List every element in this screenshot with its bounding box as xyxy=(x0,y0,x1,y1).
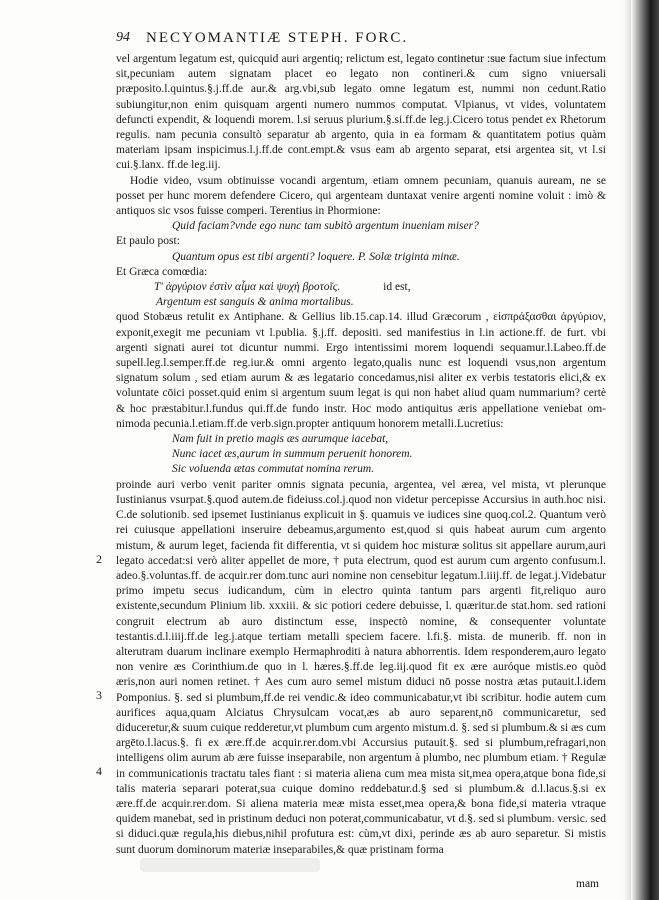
page-edge-binding xyxy=(631,0,659,900)
page-gutter-shadow xyxy=(623,0,631,900)
label-graeca-comoedia: Et Græca comœdia: xyxy=(116,265,208,278)
id-est: id est, xyxy=(383,281,411,294)
quote-terence-2: Quantum opus est tibi argenti? loquere. P. Solæ triginta minæ. xyxy=(172,250,460,263)
ink-smudge xyxy=(200,210,320,222)
quote-latin-translation: Argentum est sanguis & anima mortalibus. xyxy=(156,296,354,309)
paragraph-2: Hodie video, vsum obtinuisse vocandi argentum, etiam omnem pecuniam, quanuis auream, ne se posset per hunc morem defendere Cicero, qui argenteam duntaxat venire argenti nomine voluit : imò & antiquos sic vsos fuisse comperi. Terentius in Phormione: xyxy=(116,174,606,218)
greek-line xyxy=(154,280,606,295)
body-text xyxy=(116,52,606,858)
margin-note-3: 3 xyxy=(96,688,102,702)
verse-lucretius-1: Nam fuit in pretio magis æs aurumque iacebat, xyxy=(172,433,389,446)
running-title: NECYOMANTIÆ STEPH. FORC. xyxy=(146,30,409,46)
margin-note-4: 4 xyxy=(96,764,102,778)
ink-smudge xyxy=(140,858,320,872)
label-et-paulo-post: Et paulo post: xyxy=(116,235,180,248)
greek-quote: Τ' ἀργύριον ἐστὶν αἷμα καὶ ψυχὴ βροτοῖς. xyxy=(154,281,341,294)
page-header xyxy=(116,30,596,50)
verse-lucretius-3: Sic voluenda ætas commutat nomina rerum. xyxy=(172,463,375,476)
paragraph-1: vel argentum legatum est, quicquid auri argentiq; relictum est, legato continetur :sue factum siue infectum sit,pecuniam autem signatam placet eo legato non contineri.& cum signo vniuersali præposito.l.quintus.§.j.ff.de aur.& arg.vbi,sub legato omne legatum est, nummi non cedunt.Ratio subiungitur,non enim quisquam argenti numero nummos computat. Vlpianus, vt vides, voluntatem defuncti expendit, & loquendi morem. l.si seruus plurium.§.si.ff.de leg.j.Cicero totus pendet ex Rhetorum regulis. nam pecunia consultò separatur ab argento, quia in ea formam & quantitatem potius quàm materiam ipsam inspicimus.l.j.ff.de cont.empt.& vsus eam ab argento separat, etsi argentea sit, vt l.si cui.§.lanx. ff.de leg.iij. xyxy=(116,53,606,172)
paragraph-3: quod Stobæus retulit ex Antiphane. & Gellius lib.15.cap.14. illud Græcorum , εἰσπράξασθαι ἀργύριον, exponit,exegit me pecuniam vt l.publia. §.j.ff. depositi. sed manifestius in l.in actione.ff. de furt. vbi argenti signati aurei tot dicuntur nummi. Ergo intentissimi morem loquendi sequamur.l.Labeo.ff.de supell.leg.l.semper.ff.de reg.iur.& omni argento legato,qualis nunc est loquendi vsus,non argentum signatum solum , sed etiam aurum & æs legatario concedamus,nisi aliter ex verbis testatoris elici,& ex voluntate cōici posset.quid enim si argentum suum legat is qui non habet aliud quam nummarium? certè & hoc præstabitur.l.fundus qui.ff.de fundo instr. Hoc modo antiquitus æris appellatione veniebat omnimoda pecunia.l.etiam.ff.de verb.sign.propter antiquum honorem metalli.Lucretius: xyxy=(116,311,606,430)
ink-smudge xyxy=(430,56,510,70)
quote-terence-1: Quid faciam?vnde ego nunc tam subitò argentum inueniam miser? xyxy=(172,220,479,233)
verse-lucretius-2: Nunc iacet æs,aurum in summum peruenit honorem. xyxy=(172,448,413,461)
catchword: mam xyxy=(576,878,599,890)
paragraph-4: proinde auri verbo venit pariter omnis signata pecunia, argentea, vel ærea, vel mista, vt plerunque Iustinianus vsurpat.§.quod autem.de fideiuss.col.j.quod non videtur percepisse Accursius in auth.hoc nisi. C.de solutionib. sed ipsemet Iustinianus explicuit in §. quamuis ve iudices sine quoq.col.2. Quantum verò rei cuiusque appellationi inseruire debeamus,argumento est,quod si quis habeat aurum cum argento mistum, & aurum leget, facienda fit differentia, vt si quidem hoc misturæ solitus sit appellare aurum,auri legato accedat:si verò aliter appellet de more, † puta electrum, quod est aurum cum argento confusum.l. adeo.§.voluntas.ff. de acquir.rer dom.tunc auri nomine non censebitur legatum.l.iiij.ff. de legat.j.Videbatur primo impetu secus iudicandum, cùm in electro quinta tantum pars argenti fit,reliquo auro existente,secundum Plinium lib. xxxiii. & sic potiori cedere debuisse, l. quæritur.de stat.hom. sed rationi congruit electrum ab auro distinctum esse, inspectò nomine, & consequenter voluntate testantis.d.l.iiij.ff.de leg.j.atque tertiam metalli speciem facere. l.fi.§. mista. de munerib. ff. non in alterutram duarum inclinare exemplo Hermaphroditi à natura abhorrentis. Idem responderem,auro legato non venire æs Corinthium.de quo in l. hæres.§.ff.de leg.iij.quod fit ex ære auróque mistis.eo quòd æris,non auri nomen retinet. † Aes cum auro semel mistum diduci nō posse nostra ætas putauit.l.idem Pomponius. §. sed si plumbum,ff.de rei vendic.& ideo communicabatur,vt ibi scribitur. hodie autem cum aurifices aqua,quam Alciatus Chrysulcam vocat,æs ab auro separent,nō communicaretur, sed diduceretur,& suum cuique redderetur,vt plumbum cum argento mistum.d. §. sed si plumbum.& si æs cum argēto.l.lacus.§. fi ex ære.ff.de acquir.rer.dom.vbi Accursius putauit.§. sed si plumbum,refragari,non intelligens olim aurum ab ære fuisse inseparabile, non argentum à plumbo, nec plumbum etiam. † Regulæ in communicationis tractatu tales fiant : si materia aliena cum mea mista sit,mea opera,atque bona fide,si talis materia separari poterat,sua cuique domino reddebatur.d.§ sed si plumbum.& d.l.lacus.§.si ex ære.ff.de acquir.rer.dom. Si aliena materia meæ mista esset,mea opera,& bona fide,si materia vtraque quidem manebat, sed in pristinum deduci non poterat,communicabatur, vt d.§. sed si plumbum. versic. sed si diduci.quæ regula,his diebus,nihil profutura est: cùm,vt dixi, perinde æs ab auro separetur. Si mistis sunt duorum dominorum materiæ inseparabiles,& quæ pristinam forma xyxy=(116,478,606,856)
folio-number: 94 xyxy=(116,30,130,45)
margin-note-2: 2 xyxy=(96,552,102,566)
